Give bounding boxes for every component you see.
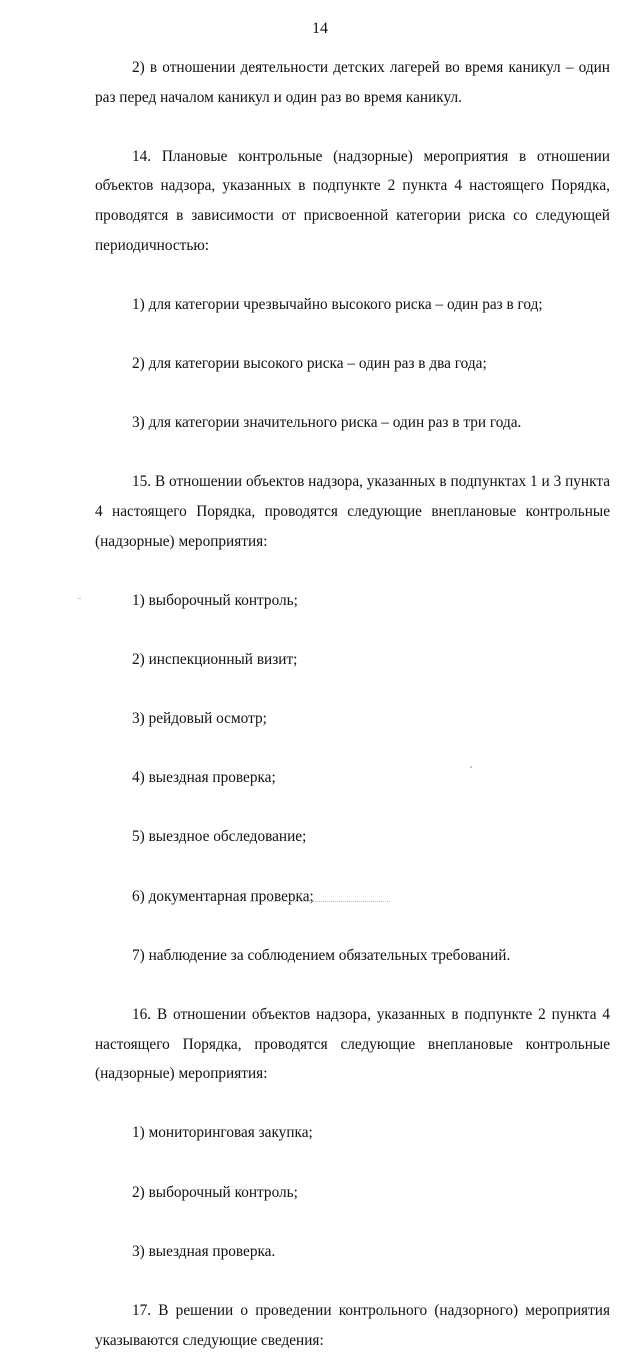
paragraph-14: 14. Плановые контрольные (надзорные) мероприятия в отношении объектов надзора, указанных в подпункте 2 пункта 4 настоящего Порядка, проводятся в зависимости от присвоенной категории риска со следующей периодичностью: bbox=[95, 147, 610, 254]
paragraph-15-item-7: 7) наблюдение за соблюдением обязательных требований. bbox=[132, 946, 511, 964]
paragraph-16-item-1: 1) мониторинговая закупка; bbox=[132, 1124, 313, 1142]
paragraph-gap bbox=[95, 911, 610, 941]
paragraph-gap bbox=[95, 319, 610, 349]
paragraph-gap bbox=[95, 852, 610, 882]
paragraph-15: 15. В отношении объектов надзора, указанных в подпунктах 1 и 3 пункта 4 настоящего Порядка, проводятся следующие внеплановые контрольные (надзорные) мероприятия: bbox=[95, 473, 610, 550]
paragraph-gap bbox=[95, 1266, 610, 1296]
document-body bbox=[95, 53, 610, 1355]
paragraph-gap bbox=[95, 734, 610, 764]
paragraph-14-item-3: 3) для категории значительного риска – один раз в три года. bbox=[132, 414, 522, 432]
paragraph-15-item-4: 4) выездная проверка; bbox=[132, 769, 276, 787]
paragraph-14-item-2: 2) для категории высокого риска – один раз в два года; bbox=[132, 354, 487, 372]
paragraph-gap bbox=[95, 1089, 610, 1119]
paragraph-gap bbox=[95, 793, 610, 823]
paragraph-16: 16. В отношении объектов надзора, указанных в подпункте 2 пункта 4 настоящего Порядка, проводятся следующие внеплановые контрольные (надзорные) мероприятия: bbox=[95, 1006, 610, 1083]
paragraph-15-item-5: 5) выездное обследование; bbox=[132, 828, 307, 846]
paragraph-gap bbox=[95, 112, 610, 142]
paragraph-gap bbox=[95, 1148, 610, 1178]
paragraph-15-item-6: 6) документарная проверка; bbox=[132, 887, 314, 905]
paragraph-gap bbox=[95, 438, 610, 468]
page-number: 14 bbox=[312, 20, 328, 37]
paragraph-gap bbox=[95, 615, 610, 645]
paragraph-gap bbox=[95, 1207, 610, 1237]
paragraph-gap bbox=[95, 674, 610, 704]
paragraph-16-item-3: 3) выездная проверка. bbox=[132, 1242, 276, 1260]
paragraph-17: 17. В решении о проведении контрольного (надзорного) мероприятия указываются следующие сведения: bbox=[95, 1301, 610, 1349]
paragraph-gap bbox=[95, 379, 610, 409]
scan-speck bbox=[78, 598, 81, 599]
paragraph-16-item-2: 2) выборочный контроль; bbox=[132, 1183, 298, 1201]
paragraph-gap bbox=[95, 260, 610, 290]
paragraph-14-item-1: 1) для категории чрезвычайно высокого риска – один раз в год; bbox=[132, 295, 543, 313]
paragraph-15-item-3: 3) рейдовый осмотр; bbox=[132, 710, 267, 728]
scan-edge-line bbox=[250, 901, 390, 903]
paragraph-15-item-1: 1) выборочный контроль; bbox=[132, 591, 298, 609]
paragraph-gap bbox=[95, 556, 610, 586]
paragraph-gap bbox=[95, 970, 610, 1000]
scan-speck bbox=[470, 766, 472, 768]
paragraph-13-item-2: 2) в отношении деятельности детских лагерей во время каникул – один раз перед началом каникул и один раз во время каникул. bbox=[95, 59, 610, 106]
paragraph-15-item-2: 2) инспекционный визит; bbox=[132, 650, 298, 668]
